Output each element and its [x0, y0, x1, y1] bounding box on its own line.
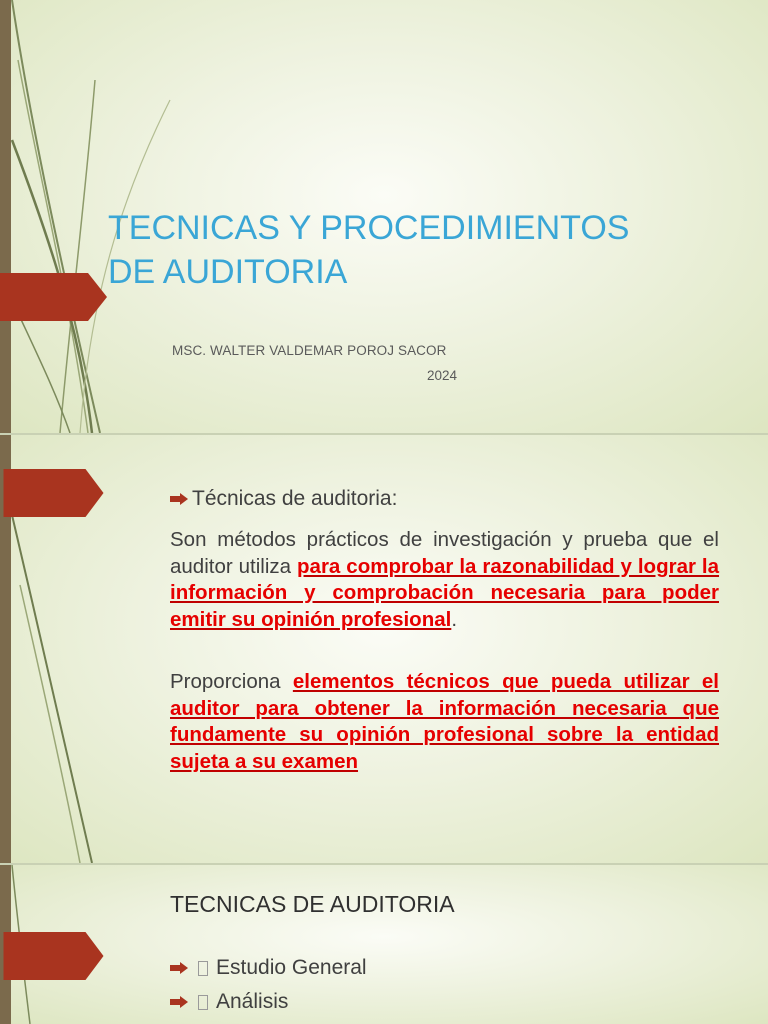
para1-text: Son métodos prácticos de investigación y prueba que el auditor utiliza	[170, 528, 719, 578]
title-line-1: TECNICAS Y PROCEDIMIENTOS	[108, 209, 630, 247]
slide-title	[0, 0, 768, 433]
arrow-bullet-icon	[170, 962, 188, 974]
para2-text: Proporciona	[170, 670, 293, 693]
missing-glyph-icon	[198, 995, 208, 1010]
slide-techniques	[0, 865, 768, 1024]
missing-glyph-icon	[198, 961, 208, 976]
bullet-item	[170, 487, 397, 511]
year: 2024	[427, 368, 458, 383]
para1-emphasis: para comprobar la razonabilidad y lograr la información y comprobación necesaria para poder emitir su opinión profesional	[170, 554, 720, 631]
flag-marker	[0, 932, 107, 980]
list-item	[170, 956, 367, 980]
para1-end: .	[451, 607, 458, 631]
list-item	[170, 990, 288, 1014]
list-item-label: Estudio General	[216, 956, 367, 979]
title-line-2: DE AUDITORIA	[108, 253, 348, 291]
flag-marker	[0, 273, 107, 321]
list-item-label: Análisis	[216, 990, 289, 1013]
purpose-paragraph	[170, 669, 719, 775]
bullet-label: Técnicas de auditoria:	[192, 487, 398, 510]
slide-definition	[0, 435, 768, 863]
flag-marker	[0, 469, 107, 517]
author-name: MSC. WALTER VALDEMAR POROJ SACOR	[172, 343, 447, 358]
section-title: TECNICAS DE AUDITORIA	[170, 891, 455, 917]
arrow-bullet-icon	[170, 996, 188, 1008]
arrow-bullet-icon	[170, 493, 188, 505]
page-title	[108, 206, 728, 294]
side-bar	[0, 0, 11, 433]
definition-paragraph	[170, 527, 719, 633]
para2-emphasis: elementos técnicos que pueda utilizar el auditor para obtener la información necesaria que fundamente su opinión profesional sobre la entidad sujeta a su examen	[170, 670, 719, 773]
